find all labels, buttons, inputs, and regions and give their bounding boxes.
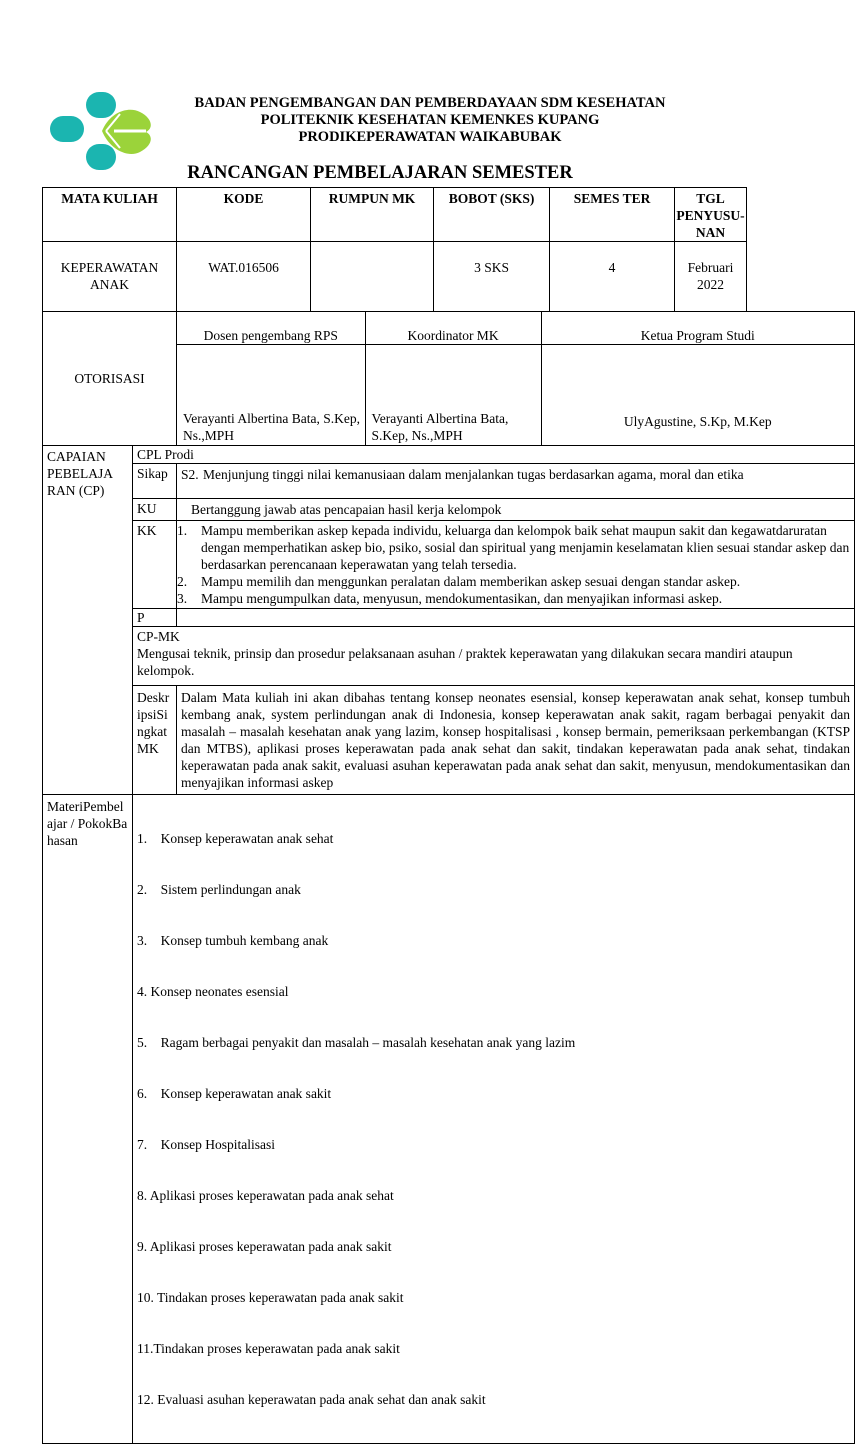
dosen-label: Dosen pengembang RPS xyxy=(203,328,338,343)
deskripsi-text: Dalam Mata kuliah ini akan dibahas tentang konsep neonates esensial, konsep keperawatan anak sehat, konsep tumbuh kembang anak, system perlindungan anak di Indonesia, konsep keperawatan anak sakit, ragam berbagai penyakit dan masalah – masalah kesehatan anak yang lazim, konsep hospitalisasi , konsep bermain, pemeriksaan perkembangan (KTSP dan MTBS), aplikasi proses keperawatan pada anak sehat dan sakit, tindakan keperawatan pada anak sehat, tindakan keperawatan pada anak sakit, evaluasi asuhan keperawatan pada anak sehat dan sakit, menyusun, mendokumentasikan dan menyajikan informasi askep xyxy=(177,686,855,795)
materi-item: 6. Konsep keperawatan anak sakit xyxy=(137,1086,332,1101)
kk-item: 2. Mampu memilih dan menggunkan peralatan dalam memberikan askep sesuai dengan standar askep. xyxy=(177,574,741,589)
sikap-text: Menjunjung tinggi nilai kemanusiaan dalam menjalankan tugas berdasarkan agama, moral dan etika xyxy=(203,467,744,482)
deskripsi-label: DeskripsiSingkatMK xyxy=(133,686,177,795)
sikap-number: S2. xyxy=(181,467,199,482)
materi-item: 5. Ragam berbagai penyakit dan masalah – masalah kesehatan anak yang lazim xyxy=(137,1035,576,1050)
kemenkes-logo xyxy=(50,92,158,170)
materi-item: 4. Konsep neonates esensial xyxy=(137,984,289,999)
materi-item: 10. Tindakan proses keperawatan pada anak sakit xyxy=(137,1290,404,1305)
materi-item: 1. Konsep keperawatan anak sehat xyxy=(137,831,334,846)
kk-label: KK xyxy=(133,521,177,609)
materi-item: 3. Konsep tumbuh kembang anak xyxy=(137,933,329,948)
materi-item: 9. Aplikasi proses keperawatan pada anak sakit xyxy=(137,1239,392,1254)
koordinator-name: Verayanti Albertina Bata, S.Kep, Ns.,MPH xyxy=(365,345,541,446)
course-bobot: 3 SKS xyxy=(434,242,550,312)
kaprodi-name: UlyAgustine, S.Kp, M.Kep xyxy=(541,345,854,446)
kk-list xyxy=(177,522,850,607)
course-kode: WAT.016506 xyxy=(177,242,311,312)
ku-text: Bertanggung jawab atas pencapaian hasil kerja kelompok xyxy=(177,499,855,521)
course-name: KEPERAWATAN ANAK xyxy=(43,242,177,312)
cpl-prodi-label: CPL Prodi xyxy=(133,446,855,464)
otorisasi-label: OTORISASI xyxy=(43,312,177,446)
ku-label: KU xyxy=(133,499,177,521)
p-label: P xyxy=(133,609,177,627)
materi-label: MateriPembelajar / PokokBahasan xyxy=(43,795,133,1444)
course-rumpun xyxy=(311,242,434,312)
cp-label: CAPAIAN PEBELAJA RAN (CP) xyxy=(43,446,133,795)
kaprodi-label: Ketua Program Studi xyxy=(541,312,854,345)
col-bobot: BOBOT (SKS) xyxy=(434,188,550,242)
col-tgl: TGL PENYUSU- NAN xyxy=(675,188,747,242)
materi-item: 7. Konsep Hospitalisasi xyxy=(137,1137,275,1152)
kk-item: 1. Mampu memberikan askep kepada individu, keluarga dan kelompok baik sehat maupun sakit dan kegawatdaruratan dengan memperhatikan askep bio, psiko, sosial dan spiritual yang menjamin keselamatan klien sesuai standar askep dan berdasarkan perencanaan keperawatan yang telah tersedia. xyxy=(177,523,850,572)
col-mata-kuliah: MATA KULIAH xyxy=(43,188,177,242)
materi-item: 8. Aplikasi proses keperawatan pada anak sehat xyxy=(137,1188,394,1203)
sikap-label: Sikap xyxy=(133,464,177,499)
course-semester: 4 xyxy=(550,242,675,312)
koordinator-label: Koordinator MK xyxy=(365,312,541,345)
header-institution: BADAN PENGEMBANGAN DAN PEMBERDAYAAN SDM KESEHATAN xyxy=(194,95,666,111)
course-tgl: Februari 2022 xyxy=(675,242,747,312)
dosen-name: Verayanti Albertina Bata, S.Kep, Ns.,MPH xyxy=(177,345,365,446)
header-program: PRODIKEPERAWATAN WAIKABUBAK xyxy=(298,129,562,145)
document-title: RANCANGAN PEMBELAJARAN SEMESTER xyxy=(187,163,573,183)
col-rumpun: RUMPUN MK xyxy=(311,188,434,242)
materi-item: 2. Sistem perlindungan anak xyxy=(137,882,301,897)
cpmk-text: Mengusai teknik, prinsip dan prosedur pelaksanaan asuhan / praktek keperawatan yang dilakukan secara mandiri ataupun kelompok. xyxy=(137,646,793,678)
kk-item: 3. Mampu mengumpulkan data, menyusun, mendokumentasikan, dan menyajikan informasi askep. xyxy=(177,591,723,606)
materi-item: 11.Tindakan proses keperawatan pada anak sakit xyxy=(137,1341,400,1356)
col-kode: KODE xyxy=(177,188,311,242)
cpmk-label: CP-MK xyxy=(137,629,180,644)
col-semester: SEMES TER xyxy=(550,188,675,242)
header-polytechnic: POLITEKNIK KESEHATAN KEMENKES KUPANG xyxy=(260,112,600,128)
materi-item: 12. Evaluasi asuhan keperawatan pada anak sehat dan anak sakit xyxy=(137,1392,486,1407)
rps-table xyxy=(42,187,855,1444)
p-text xyxy=(177,609,855,627)
